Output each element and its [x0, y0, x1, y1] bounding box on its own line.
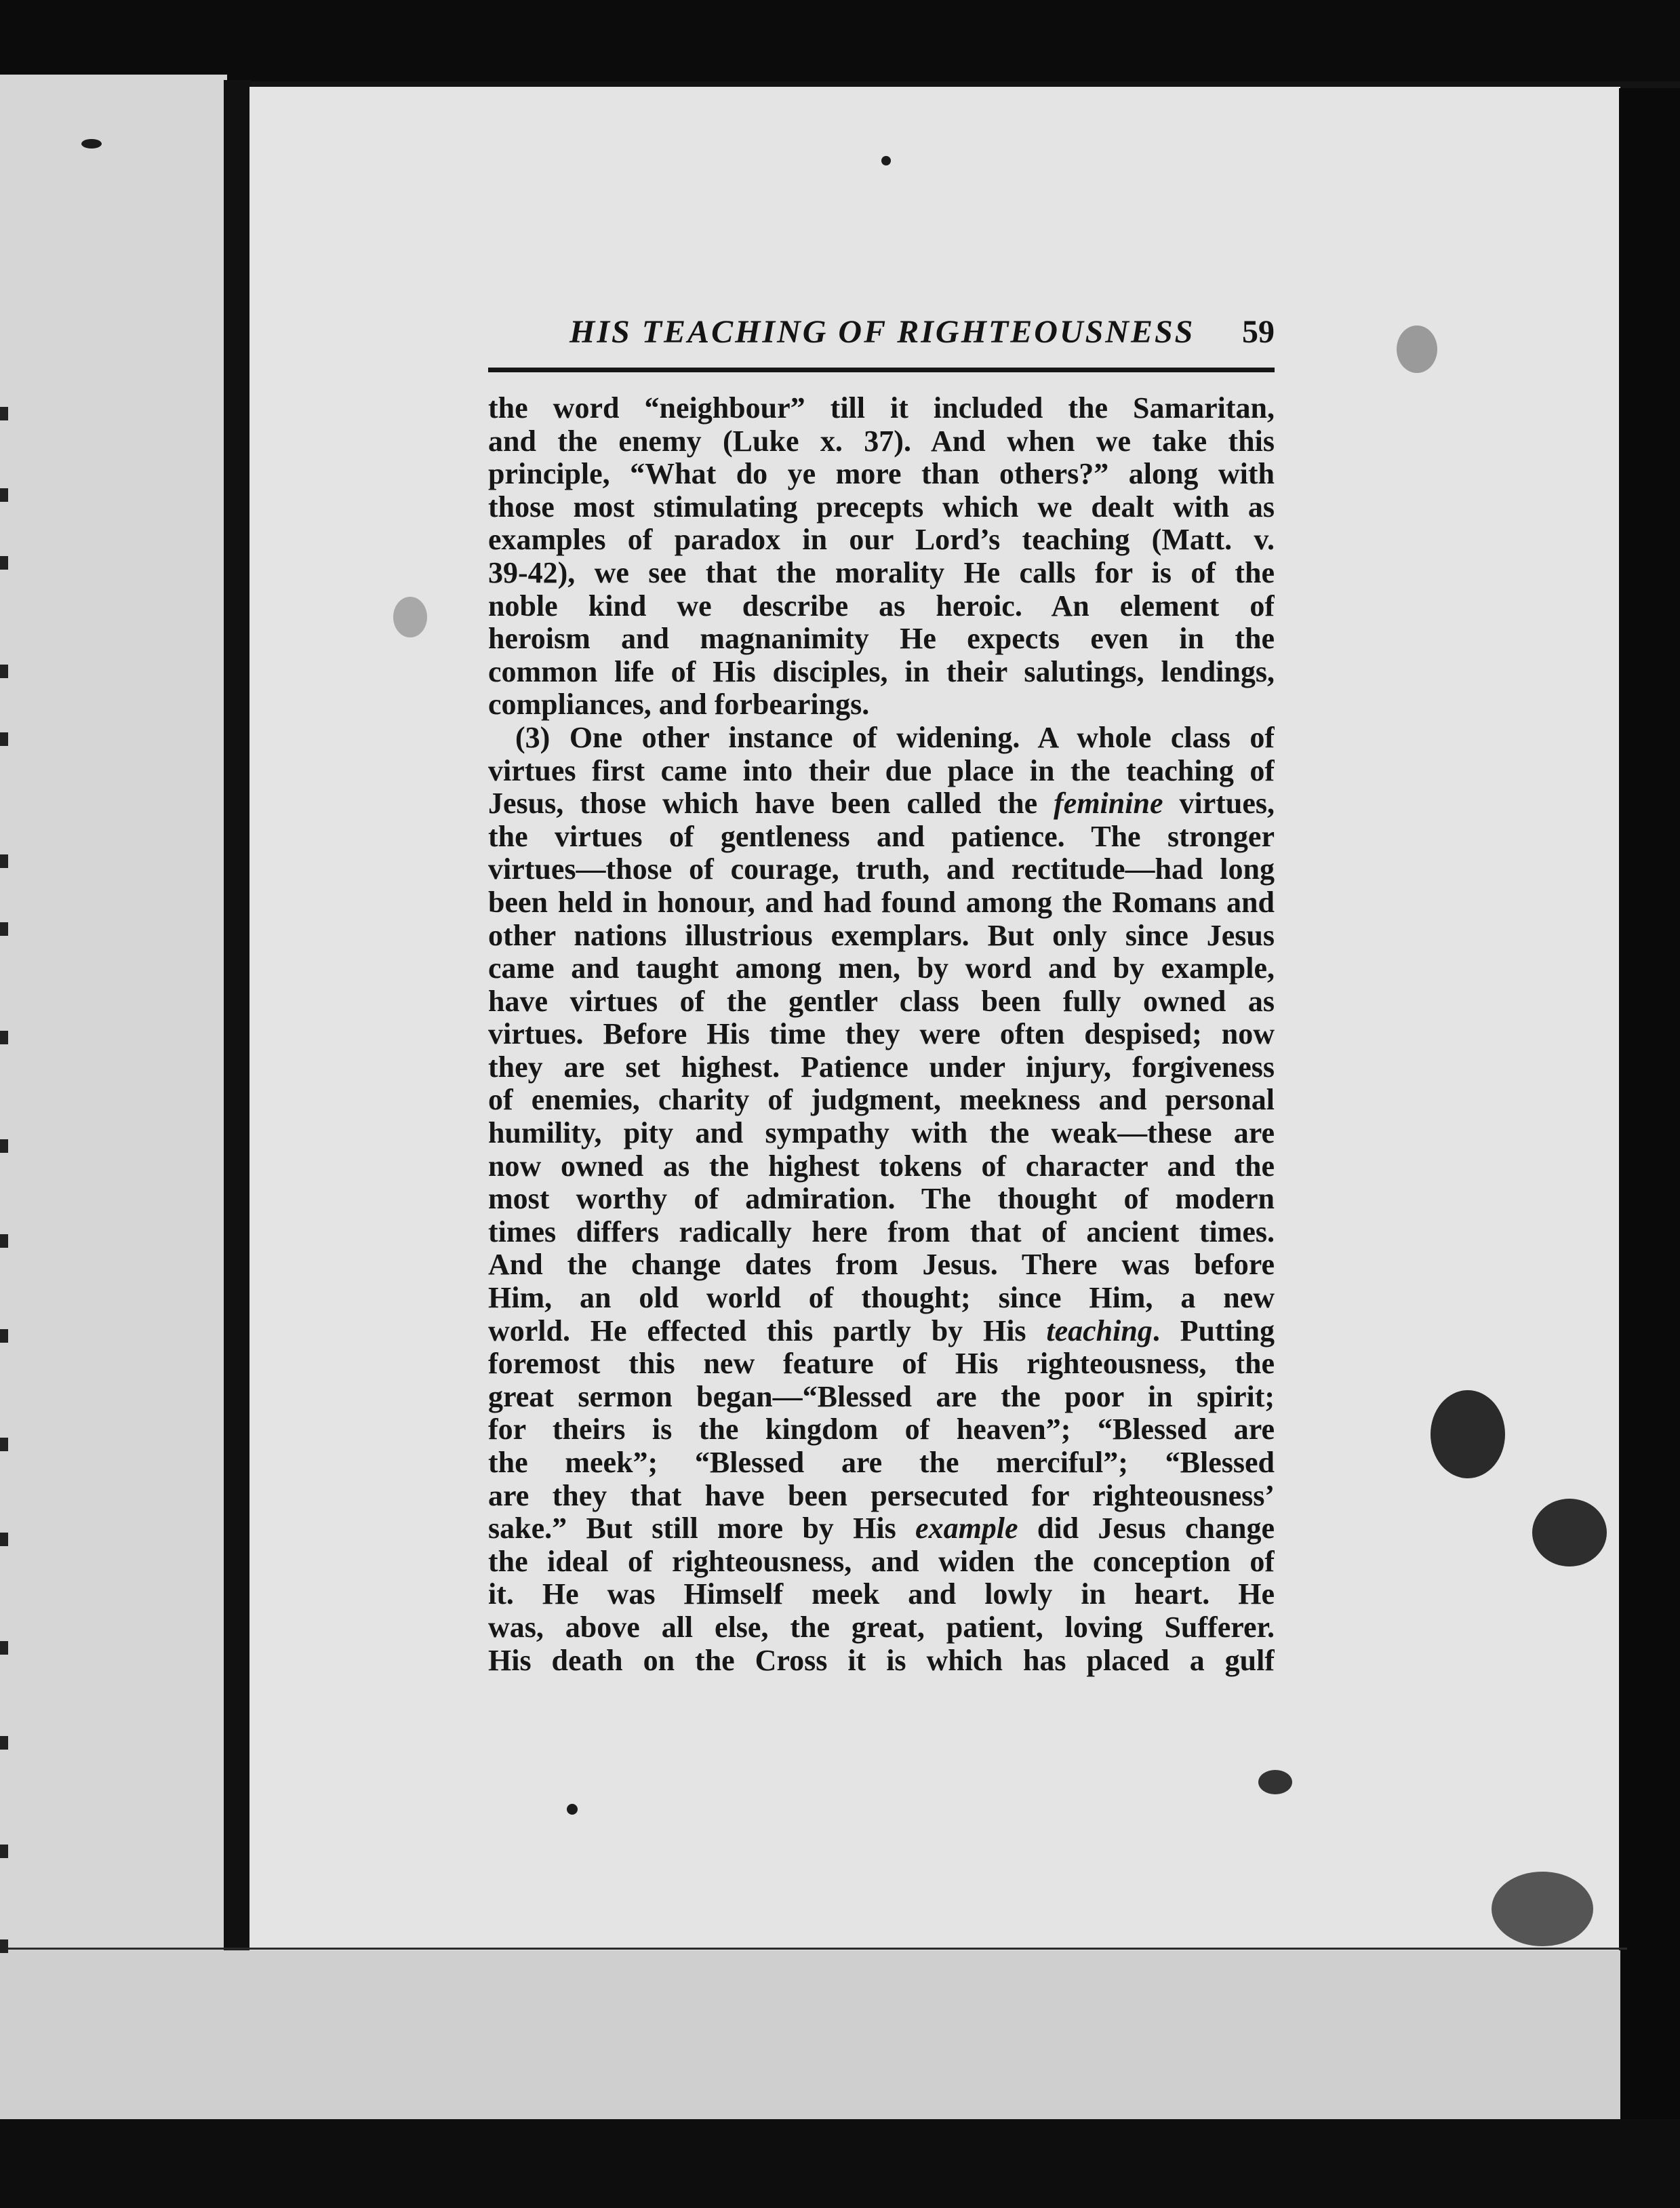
text-line: virtues—those of courage, truth, and rectitude—had long	[488, 853, 1275, 886]
text-line: it. He was Himself meek and lowly in heart. He	[488, 1578, 1275, 1611]
text-line: came and taught among men, by word and by example,	[488, 952, 1275, 985]
scan-speck	[881, 156, 891, 165]
text-line: been held in honour, and had found among the Romans and	[488, 886, 1275, 919]
text-line: noble kind we describe as heroic. An element of	[488, 589, 1275, 623]
text-line: they are set highest. Patience under injury, forgiveness	[488, 1050, 1275, 1084]
text-line: the word “neighbour” till it included the Samaritan,	[488, 392, 1275, 425]
book-spine	[224, 80, 251, 2121]
text-line: other nations illustrious exemplars. But only since Jesus	[488, 919, 1275, 952]
scan-bottom-band	[0, 1950, 1620, 2120]
scan-right-border	[1619, 88, 1680, 2208]
scan-speck	[567, 1804, 578, 1815]
scan-bottom-border	[0, 2119, 1680, 2208]
text-line: Him, an old world of thought; since Him, a new	[488, 1282, 1275, 1315]
scan-top-border	[0, 0, 1680, 81]
facing-page-edge	[0, 75, 227, 2123]
text-line: His death on the Cross it is which has placed a gulf	[488, 1644, 1275, 1677]
scan-blotch	[1532, 1499, 1607, 1566]
text-line: of enemies, charity of judgment, meekness and personal	[488, 1084, 1275, 1117]
scan-blotch	[1431, 1390, 1505, 1478]
scan-speck	[81, 139, 102, 149]
scan-speck	[1258, 1770, 1292, 1794]
text-line: world. He effected this partly by His teaching. Putting	[488, 1314, 1275, 1347]
scan-speck	[1397, 326, 1437, 373]
text-line: Jesus, those which have been called the feminine virtues,	[488, 787, 1275, 821]
text-line: have virtues of the gentler class been fully owned as	[488, 985, 1275, 1018]
italic-word: feminine	[1054, 787, 1163, 821]
text-line: most worthy of admiration. The thought of modern	[488, 1183, 1275, 1216]
text-line: common life of His disciples, in their salutings, lendings,	[488, 655, 1275, 688]
text-line: sake.” But still more by His example did Jesus change	[488, 1512, 1275, 1545]
text-line: was, above all else, the great, patient, loving Sufferer.	[488, 1611, 1275, 1644]
text-line: compliances, and forbearings.	[488, 688, 870, 722]
text-line: and the enemy (Luke x. 37). And when we take this	[488, 425, 1275, 458]
text-line: great sermon began—“Blessed are the poor in spirit;	[488, 1380, 1275, 1413]
text-line: examples of paradox in our Lord’s teaching (Matt. v.	[488, 524, 1275, 557]
text-line: 39-42), we see that the morality He calls for is of the	[488, 556, 1275, 589]
text-line: for theirs is the kingdom of heaven”; “Blessed are	[488, 1413, 1275, 1446]
scan-blotch	[1492, 1872, 1593, 1946]
italic-word: teaching	[1046, 1314, 1153, 1347]
text-line: principle, “What do ye more than others?” along with	[488, 458, 1275, 491]
italic-word: example	[915, 1512, 1018, 1545]
text-line: virtues first came into their due place in the teaching of	[488, 754, 1275, 787]
text-line: (3) One other instance of widening. A whole class of	[515, 721, 1275, 754]
text-line: foremost this new feature of His righteousness, the	[488, 1347, 1275, 1381]
text-line: the meek”; “Blessed are the merciful”; “Blessed	[488, 1446, 1275, 1479]
body-text	[488, 392, 1275, 1677]
text-line: those most stimulating precepts which we dealt with as	[488, 490, 1275, 524]
text-line: are they that have been persecuted for righteousness’	[488, 1479, 1275, 1512]
scan-bottom-rule	[0, 1948, 1627, 1950]
scan-speck	[393, 597, 427, 637]
text-line: virtues. Before His time they were often despised; now	[488, 1018, 1275, 1051]
running-head: HIS TEACHING OF RIGHTEOUSNESS	[569, 314, 1195, 350]
text-line: the ideal of righteousness, and widen the conception of	[488, 1545, 1275, 1578]
text-line: heroism and magnanimity He expects even in the	[488, 623, 1275, 656]
text-line: the virtues of gentleness and patience. The stronger	[488, 820, 1275, 853]
text-line: And the change dates from Jesus. There was before	[488, 1248, 1275, 1282]
text-line: times differs radically here from that of ancient times.	[488, 1215, 1275, 1248]
text-line: now owned as the highest tokens of character and the	[488, 1149, 1275, 1183]
page-number: 59	[1242, 314, 1275, 350]
page-header	[488, 313, 1275, 372]
text-line: humility, pity and sympathy with the weak—these are	[488, 1117, 1275, 1150]
